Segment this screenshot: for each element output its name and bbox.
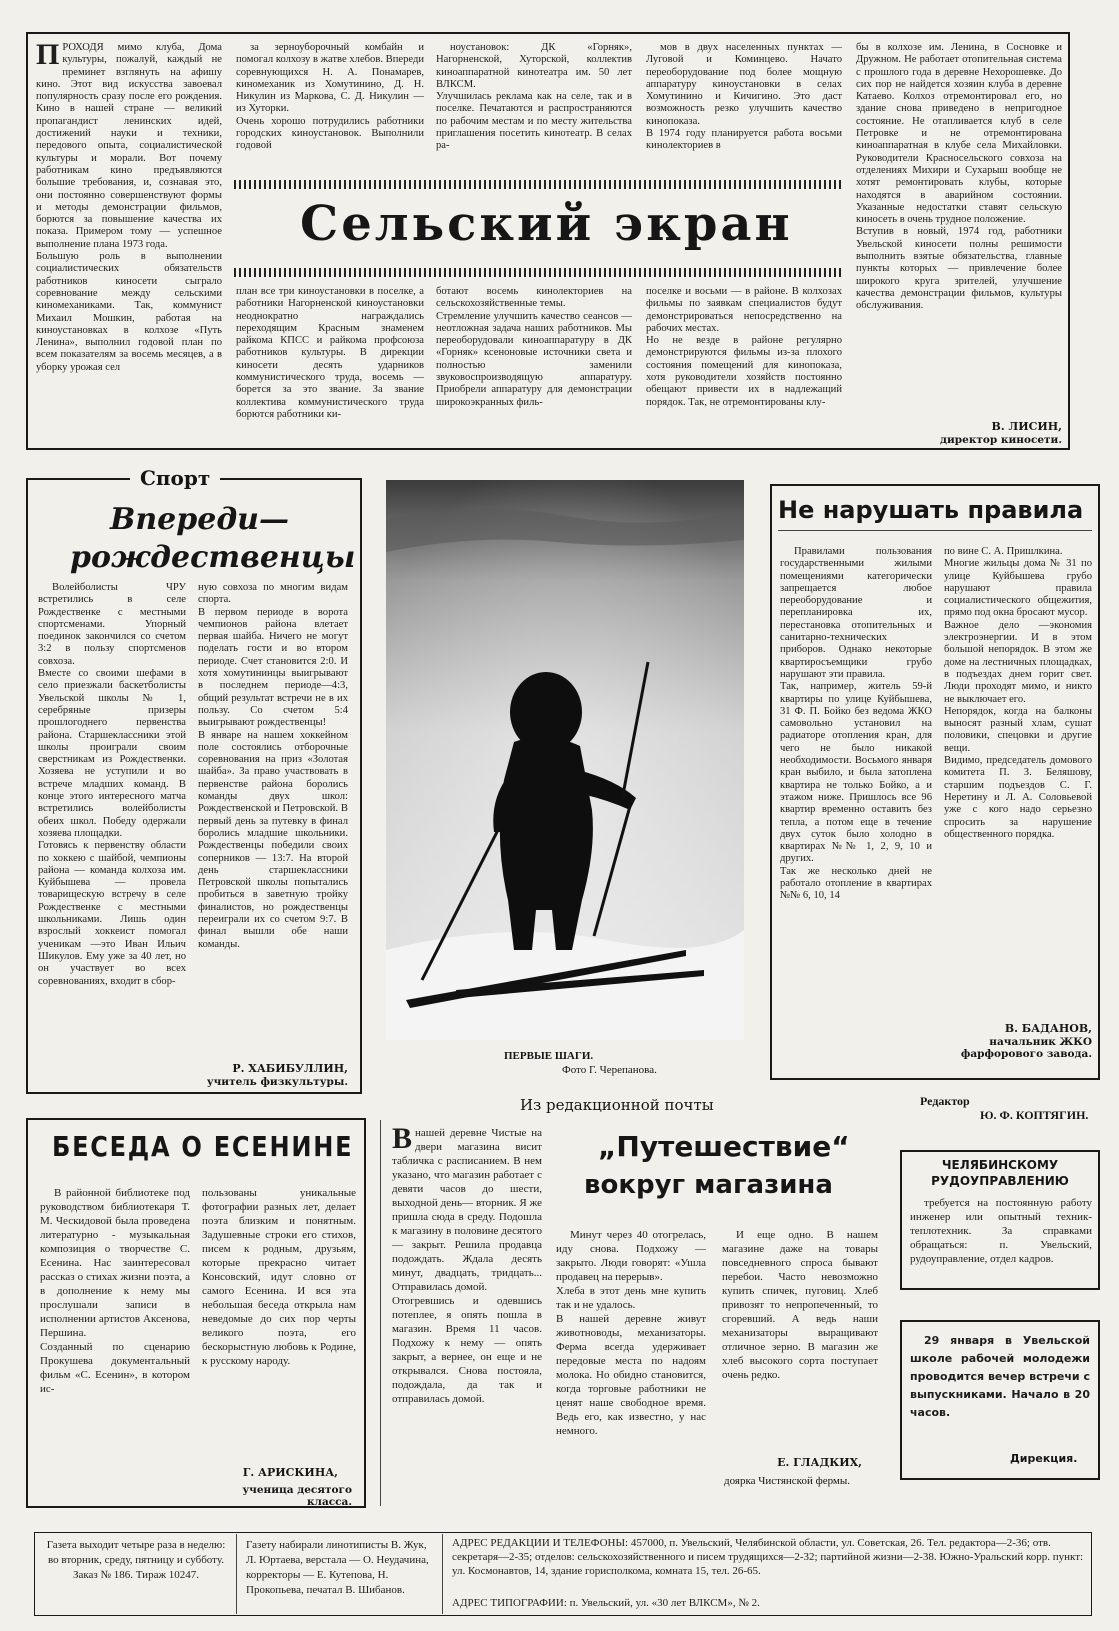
mail-col-2: Минут через 40 отогрелась, иду снова. Подхожу — закрыто. Люди говорят: «Ушла продавец на перерыв». Хлеба в этот день мне купить так и не удалось. В нашей деревне живут животноводы, механизаторы. Ферма всегда удерживает передовые места по надоям молока. Но обидно становится, когда торговые работники не ценят наше свободное время. Ведь его, как известно, у нас немного. <box>556 1229 706 1437</box>
sport-col-2: ную совхоза по многим видам спорта. В первом периоде в ворота чемпионов района влетает первая шайба. Ничего не могут поделать гости и во втором периоде. Счет становится 2:0. И хотя хомутининцы выигрывают в последнем периоде—4:3, общий результат встречи не в их пользу. Со счетом 5:4 выигрывают рождественцы! В январе на нашем хоккейном поле состоялись отборочные соревнования на приз «Золотая шайба». За право участвовать в первенстве района боролись команды двух школ: Рождественской и Петровской. В первый день за путевку в финал боролись младшие школьники. Рождественцы победили своих соперников — 13:7. На второй день старшеклассники Петровской школы попытались пробиться в заветную тройку финалистов, но рождественцы переиграли их со счетом 9:7. В финал вышли обе наши команды. <box>198 582 348 950</box>
child-skiing-photo <box>386 480 744 1040</box>
mail-col-3: И еще одно. В нашем магазине даже на товары повседневного спроса бывают перебои. Часто невозможно купить спичек, пуговиц. Хлеб привозят то непропеченный, то сгоревший. А ведь наши механизаторы выращивают отличное зерно. В магазин же хлеб высокого сорта поступает очень редко. <box>722 1229 878 1381</box>
photo-credit: Фото Г. Черепанова. <box>562 1064 657 1076</box>
rural-screen-signature-role: директор киносети. <box>940 434 1062 446</box>
rural-screen-col-3b: ботают восемь кинолекториев на сельскохозяйственные темы. Стремление улучшить качество сеансов —неотложная задача наших работников. Мы переоборудовали киноаппаратуру в ДК «Горняк» ксеноновые источники света и полностью заменили звуковоспроизводящую аппаратуру. Приобрели аппаратуру для демонстрации широкоэкранных филь- <box>436 286 632 408</box>
mail-signature: Е. ГЛАДКИХ, <box>777 1456 862 1469</box>
photo-first-steps <box>386 480 744 1040</box>
rural-screen-col-1: ПРОХОДЯ мимо клуба, Дома культуры, пожалуй, каждый не преминет взглянуть на афишу кино. Этот вид искусства завоевал популярность сразу после его рождения. Кино в нашей стране — великий пропагандист ленинских идей, достижений науки и техники, передового опыта, социалистической культуры и морали. Вот почему работникам кино предъявляются большие требования, и, сознавая это, они постоянно совершенствуют формы и методы демонстрации фильмов, борются за повышение качества их показа. Примером тому — успешное выполнение плана 1973 года. Большую роль в выполнении социалистических обязательств работников киносети сыграло соревнование между сельскими киномеханиками. Так, коммунист Михаил Мошкин, работая на киноустановках в колхозе «Путь Ленина», выполнил годовой план по всем показателям за восемь месяцев, а в уборку урожая сел <box>36 42 222 373</box>
sport-rubric: Спорт <box>130 466 220 490</box>
footer-divider-1 <box>236 1534 237 1614</box>
mail-title-line-1: „Путешествие“ <box>598 1130 850 1163</box>
rural-screen-signature: В. ЛИСИН, <box>991 420 1062 433</box>
mail-rubric: Из редакционной почты <box>520 1096 714 1114</box>
sport-col-1: Волейболисты ЧРУ встретились в селе Рождественке с местными спортсменами. Упорный поединок закончился со счетом 3:2 в пользу спортсменов совхоза. Вместе со своими шефами в село приезжали баскетболисты Увельской школы № 1, серебряные призеры прошлогоднего первенства района. Старшеклассники этой школы проиграли своим сверстникам из Рождественки. Хозяева не уступили и во встрече младших команд. В конце этого интересного матча встретились волейболисты обеих школ. Победу одержали хозяева площадки. Готовясь к первенству области по хоккею с шайбой, чемпионы района — команда колхоза им. Куйбышева — провела товарищескую встречу в селе Рождественке с местными школьниками. Лишь один взрослый хоккеист помогал ученикам —это Иван Ильич Шикулов. Ему уже за 40 лет, но он участвует во всех соревнованиях, входит в сбор- <box>38 582 186 987</box>
footer-editorial-address: АДРЕС РЕДАКЦИИ И ТЕЛЕФОНЫ: 457000, п. Увельский, Челябинской области, ул. Советская, 26. Тел. редактора—2-36; отв. секретаря—2-35; отделов: сельскохозяйственного и писем трудящихся—2-32; партийной жизни—2-38. Южно-Уральский корр. пункт: ул. Космонавтов, 14, здание горисполкома, комната 15, тел. 26-65. <box>452 1537 1084 1577</box>
title-rule-top <box>234 180 844 189</box>
footer-divider-2 <box>442 1534 443 1614</box>
rural-screen-col-4a: мов в двух населенных пунктах —Луговой и Коминцево. Начато переоборудование под более мощную аппаратуру киноустановки в селах Хомутинино и Кичигино. Это даст возможность резко улучшить качество кинопоказа. В 1974 году планируется работа восьми кинолекториев в <box>646 42 842 152</box>
esenin-col-2: пользованы уникальные фотографии разных лет, делает поэта близким и понятным. Задушевные строки его стихов, писем к родным, друзьям, которые прекрасно читает Консовский, идут словно от самого Есенина. И вся эта небольшая беседа открыла нам неведомые до сих пор черты великого поэта, его бескорыстную любовь к Родине, к русскому народу. <box>202 1187 356 1367</box>
footer-typesetters: Газету набирали линотиписты В. Жук, Л. Юртаева, верстала — О. Неудачина, корректоры — Е. Кутепова, Н. Прокопьева, печатал В. Шибанов. <box>246 1539 429 1596</box>
sport-signature: Р. ХАБИБУЛЛИН, <box>232 1062 348 1075</box>
photo-caption: ПЕРВЫЕ ШАГИ. <box>504 1050 594 1062</box>
footer-printing-address: АДРЕС ТИПОГРАФИИ: п. Увельский, ул. «30 лет ВЛКСМ», № 2. <box>452 1597 760 1609</box>
dropcap-letter: П <box>36 42 60 71</box>
esenin-title: БЕСЕДА О ЕСЕНИНЕ <box>52 1130 354 1163</box>
mail-title-line-2: вокруг магазина <box>584 1170 833 1200</box>
mail-divider <box>380 1120 381 1506</box>
editor-name: Ю. Ф. КОПТЯГИН. <box>980 1108 1089 1122</box>
notice-text: 29 января в Увельской школе рабочей молодежи проводится вечер встречи с выпускниками. Начало в 20 часов. <box>910 1334 1090 1419</box>
esenin-col-1: В районной библиотеке под руководством библиотекаря Т. М. Ческидовой была проведена литературно - музыкальная композиция о творчестве С. Есенина. Нас заинтересовал рассказ о стихах жизни поэта, а в дополнение к нему мы прослушали записи в исполнении артистов Аксенова, Першина. Созданный по сценарию Прокушева документальный фильм «С. Есенин», в котором ис- <box>40 1187 190 1395</box>
mail-col-1: Внашей деревне Чистые на двери магазина висит табличка с расписанием. В нем указано, что магазин работает с девяти часов до шести, выходной день— вторник. Я же пришла сюда в среду. Подошла к магазину в половине десятого — закрыт. Решила продавца подождать. Ждала десять минут, двадцать, тридцать... Отправилась домой. Отогревшись и одевшись потеплее, я опять пошла в магазин. Время 11 часов. Подхожу к нему — опять закрыт, а вернее, он еще и не открывался. Снова постояла, подождала, да так и отправилась домой. <box>392 1126 542 1405</box>
rural-screen-col-2b: план все три киноустановки в поселке, а работники Нагорненской киноустановки неоднократно награждались переходящим Красным знаменем райкома КПСС и райкома профсоюза работников культуры. В дирекции киносети десять ударников коммунистического труда, восемь — борется за это звание. За звание коллектива коммунистического труда борются работники ки- <box>236 286 424 420</box>
esenin-signature: Г. АРИСКИНА, <box>242 1466 338 1479</box>
notice-signature: Дирекция. <box>1010 1452 1078 1465</box>
esenin-signature-role: ученица десятого класса. <box>242 1484 352 1508</box>
footer-schedule: Газета выходит четыре раза в неделю: во вторник, среду, пятницу и субботу. Заказ № 186. Тираж 10247. <box>46 1539 226 1581</box>
sport-title-line-1: Впереди— <box>110 502 289 537</box>
sport-title-line-2: рождественцы <box>70 540 356 575</box>
rural-screen-col-4b: поселке и восьми — в районе. В колхозах фильмы по заявкам специалистов будут демонстрироваться непосредственно на рабочих местах. Но не везде в районе регулярно демонстрируются фильмы из-за плохого состояния помещений для кинопоказа, хотя руководители хозяйств постоянно обещают привести их в надлежащий порядок. Так, не отремонтированы клу- <box>646 286 842 408</box>
rules-signature: В. БАДАНОВ, <box>1004 1022 1092 1035</box>
ad-title-line-1: ЧЕЛЯБИНСКОМУ <box>941 1158 1059 1172</box>
ad-text: требуется на постоянную работу инженер или опытный техник-теплотехник. За справками обращаться: п. Увельский, рудоуправление, отдел кадров. <box>910 1197 1092 1265</box>
rural-screen-title: Сельский экран <box>300 196 793 252</box>
rural-screen-col-3a: ноустановок: ДК «Горняк», Нагорненской, Хуторской, коллектив киноаппаратной кинотеатра им. 50 лет ВЛКСМ. Улучшилась реклама как на селе, так и в поселке. Печатаются и распространяются по рабочим местам и по месту жительства приглашения посетить кинотеатр. В селах ра- <box>436 42 632 152</box>
rural-screen-col-2a: за зерноуборочный комбайн и помогал колхозу в жатве хлебов. Впереди соревнующихся Н. А. Понамарев, киномеханик из Хомутинино, Д. Н. Никулин из Маркова, С. Д. Никулин — из Хуторки. Очень хорошо потрудились работники городских киноустановок. Выполнили годовой <box>236 42 424 152</box>
rules-title-rule <box>778 530 1092 531</box>
mail-dropcap: В <box>392 1126 413 1155</box>
mail-signature-role: доярка Чистянской фермы. <box>724 1475 851 1487</box>
sport-signature-role: учитель физкультуры. <box>206 1076 348 1088</box>
rules-title: Не нарушать правила <box>778 496 1084 524</box>
editor-label: Редактор <box>920 1094 970 1108</box>
rules-signature-role: начальник ЖКО фарфорового завода. <box>960 1036 1092 1060</box>
rural-screen-col-5: бы в колхозе им. Ленина, в Сосновке и Дружном. Не работает отопительная система с прошлого года в деревне Нехорошевке. До сих пор не найдется хозяин клуба в деревне Катаево. Колхоз отремонтировал его, но здание снова приведено в непригодное состояние. Не отапливается клуб в селе Петровке и не отремонтирована киноаппаратная в клубе села Михайловки. Руководители Красносельского совхоза на отделениях Михири и Сухарыш вообще не хотят ремонтировать клубы, которые находятся в аварийном состоянии. Указанные недостатки ставят сельскую киносеть в очень трудное положение. Вступив в новый, 1974 год, работники Увельской киносети полны решимости выполнить взятые обязательства, главные пункты которых — привлечение более широкого круга зрителей, улучшение качества демонстрации фильмов, культуры обслуживания. <box>856 42 1062 312</box>
rules-col-2: по вине С. А. Пришлкина. Многие жильцы дома № 31 по улице Куйбышева грубо нарушают правила социалистического общежития, прямо под окна бросают мусор. Важное дело —экономия электроэнергии. И в этом большой непорядок. В этом же доме на лестничных площадках, в подъездах днем горит свет. Люди проходят мимо, и никто не выключает его. Непорядок, когда на балконы выносят разный хлам, сушат половики, спецовки и другие вещи. Видимо, председатель домового комитета П. З. Беляшову, старшим подъездов С. Г. Неретину и Л. А. Соловьевой уже с кого надо серьезно спросить за нарушение общественного порядка. <box>944 546 1092 840</box>
ad-title-line-2: РУДОУПРАВЛЕНИЮ <box>931 1174 1069 1188</box>
title-rule-bottom <box>234 268 844 277</box>
rules-col-1: Правилами пользования государственными жилыми помещениями категорически запрещается любое переоборудование и перепланировка их, перестановка отопительных и санитарно-технических приборов. Однако некоторые квартиросъемщики грубо нарушают эти правила. Так, например, житель 59-й квартиры по улице Куйбышева, 31 Ф. П. Бойко без ведома ЖКО самовольно установил на радиаторе отопления кран, для чего не было никакой необходимости. Восьмого января кран выбило, и была затоплена квартира не только Бойко, а и этажом ниже. Пришлось все 96 квартир временно оставить без тепла, а потом еще в течение двух суток было холодно в квартирах №№ 1, 2, 9, 10 и других. Так же несколько дней не работало отопление в квартирах №№ 6, 10, 14 <box>780 546 932 902</box>
